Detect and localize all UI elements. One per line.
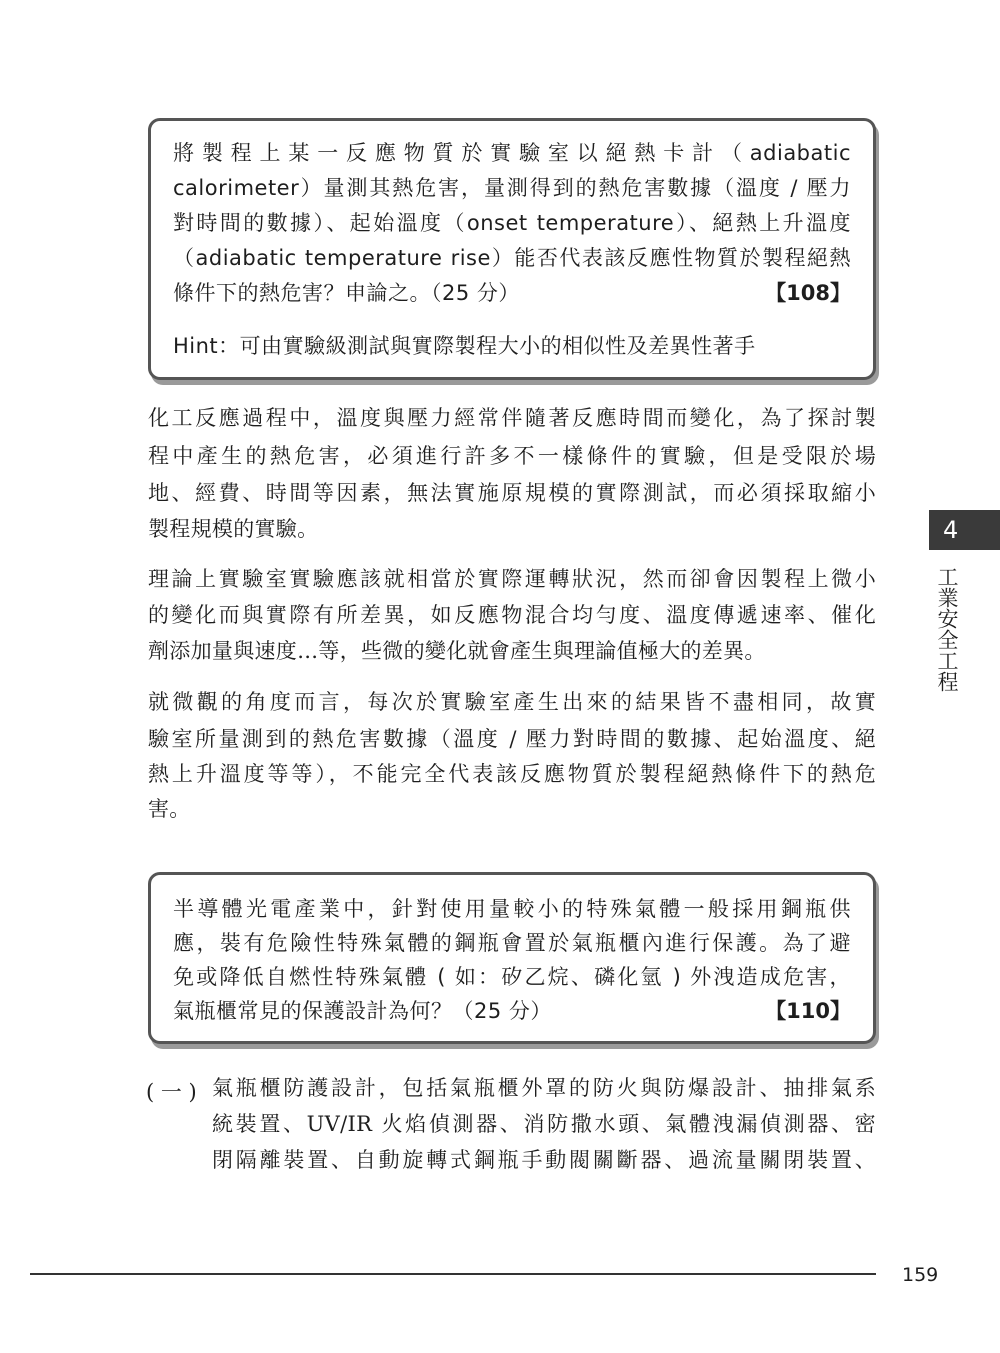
paragraph-line: 理論上實驗室實驗應該就相當於實際運轉狀況，然而卻會因製程上微小	[148, 567, 876, 591]
paragraph-line: 驗室所量測到的熱危害數據（溫度 / 壓力對時間的數據、起始溫度、絕	[148, 727, 876, 751]
question-text: 條件下的熱危害？申論之。（25 分）	[173, 281, 520, 305]
hint-text: Hint：可由實驗級測試與實際製程大小的相似性及差異性著手	[173, 334, 756, 358]
question-line: 對時間的數據）、起始溫度（onset temperature）、絕熱上升溫度	[173, 211, 851, 235]
question-box-108	[148, 118, 876, 380]
question-line: 將製程上某一反應物質於實驗室以絕熱卡計（adiabatic	[173, 141, 851, 165]
question-line-last	[173, 281, 851, 306]
page-number: 159	[902, 1264, 939, 1286]
list-number: ( 一 )	[146, 1080, 197, 1104]
question-line-last	[173, 999, 851, 1024]
paragraph-line: 化工反應過程中，溫度與壓力經常伴隨著反應時間而變化，為了探討製	[148, 406, 876, 430]
paragraph-line: 地、經費、時間等因素，無法實施原規模的實際測試，而必須採取縮小	[148, 481, 876, 505]
question-line: （adiabatic temperature rise）能否代表該反應性物質於製程絕熱	[173, 246, 851, 270]
footer-rule	[30, 1273, 876, 1275]
paragraph-line: 熱上升溫度等等），不能完全代表該反應物質於製程絕熱條件下的熱危	[148, 762, 876, 786]
year-tag: 【110】	[765, 999, 851, 1023]
paragraph-line: 的變化而與實際有所差異，如反應物混合均勻度、溫度傳遞速率、催化	[148, 603, 876, 627]
chapter-title: 工業安全工程	[935, 566, 959, 692]
paragraph-line: 害。	[148, 797, 191, 821]
paragraph-line: 程中產生的熱危害，必須進行許多不一樣條件的實驗，但是受限於場	[148, 444, 876, 468]
list-line: 氣瓶櫃防護設計，包括氣瓶櫃外罩的防火與防爆設計、抽排氣系	[212, 1076, 876, 1100]
chapter-tab: 4	[929, 510, 1000, 550]
question-line: calorimeter）量測其熱危害，量測得到的熱危害數據（溫度 / 壓力	[173, 176, 851, 200]
question-line: 應，裝有危險性特殊氣體的鋼瓶會置於氣瓶櫃內進行保護。為了避	[173, 931, 851, 955]
question-line: 免或降低自燃性特殊氣體 ( 如：矽乙烷、磷化氫 ) 外洩造成危害，	[173, 965, 851, 989]
list-line: 閉隔離裝置、自動旋轉式鋼瓶手動閥關斷器、過流量關閉裝置、	[212, 1148, 876, 1172]
year-tag: 【108】	[765, 281, 851, 305]
paragraph-line: 製程規模的實驗。	[148, 517, 319, 541]
list-line: 統裝置、UV/IR 火焰偵測器、消防撒水頭、氣體洩漏偵測器、密	[212, 1112, 876, 1136]
question-box-110	[148, 872, 876, 1044]
paragraph-line: 劑添加量與速度…等，些微的變化就會產生與理論值極大的差異。	[148, 639, 766, 663]
question-line: 半導體光電產業中，針對使用量較小的特殊氣體一般採用鋼瓶供	[173, 897, 851, 921]
question-text: 氣瓶櫃常見的保護設計為何？（25 分）	[173, 999, 552, 1023]
paragraph-line: 就微觀的角度而言，每次於實驗室產生出來的結果皆不盡相同，故實	[148, 690, 876, 714]
